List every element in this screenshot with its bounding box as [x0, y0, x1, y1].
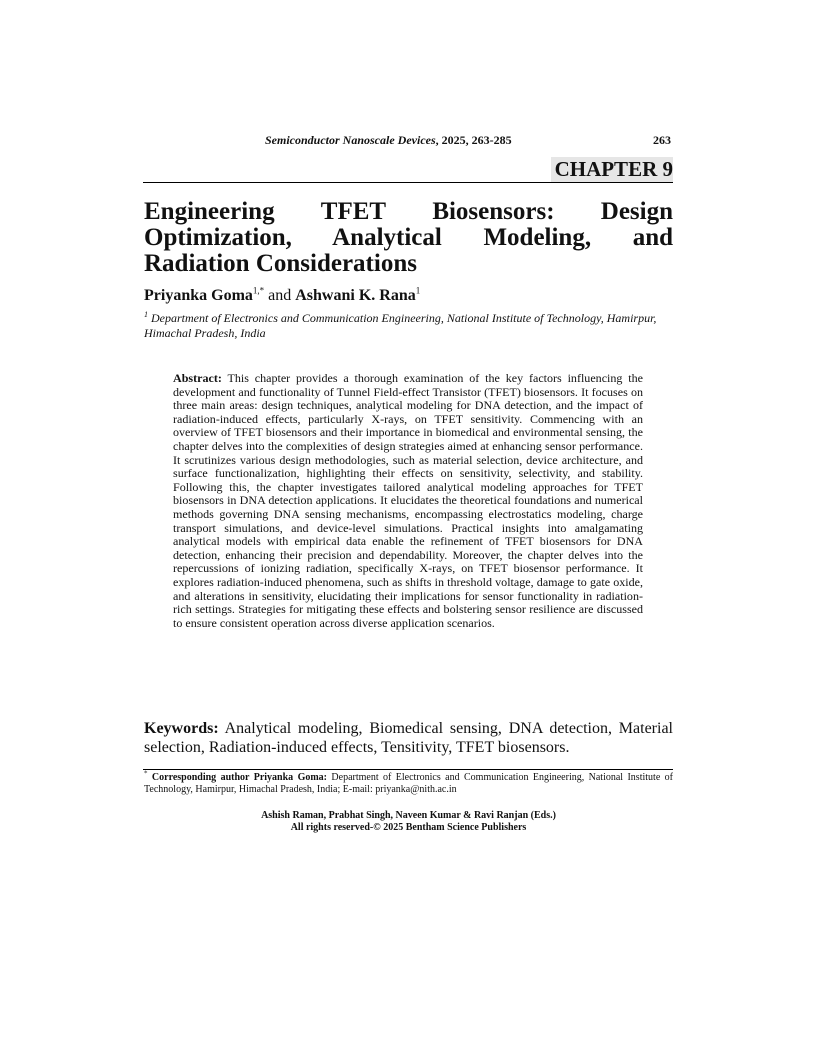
- author-name: Priyanka Goma: [144, 287, 253, 304]
- footnote-superscript: *: [144, 769, 148, 778]
- title-rest: Optimization, Analytical Modeling, and Radiation Considerations: [144, 224, 673, 277]
- copyright-line: All rights reserved-© 2025 Bentham Science Publishers: [290, 822, 527, 833]
- author-superscript: 1: [415, 285, 421, 296]
- page-number: 263: [653, 133, 671, 147]
- abstract: [173, 372, 643, 630]
- author-name: Ashwani K. Rana: [295, 287, 416, 304]
- footnote-text: Department of Electronics and Communication Engineering, National Institute of Technology, Hamirpur, Himachal Pradesh, India; E-mail: priyanka@nith.ac.in: [144, 772, 673, 795]
- running-header: [265, 133, 512, 148]
- footnote-divider: [143, 769, 673, 770]
- editors-line: Ashish Raman, Prabhat Singh, Naveen Kumar & Ravi Ranjan (Eds.): [261, 810, 556, 821]
- keywords: [144, 719, 673, 757]
- abstract-label: Abstract:: [173, 371, 222, 385]
- title-word: Design: [600, 198, 673, 225]
- chapter-label: CHAPTER 9: [551, 157, 673, 182]
- chapter-divider: [143, 182, 673, 183]
- keywords-label: Keywords:: [144, 720, 219, 737]
- title-word: TFET: [320, 198, 387, 225]
- footnote-label: Corresponding author Priyanka Goma:: [147, 772, 328, 783]
- keywords-text: Analytical modeling, Biomedical sensing, DNA detection, Material selection, Radiation-induced effects, Tensitivity, TFET biosensors.: [144, 720, 673, 756]
- editors-block: [144, 810, 673, 834]
- journal-citation: , 2025, 263-285: [435, 133, 512, 147]
- footnote: [144, 769, 673, 796]
- affiliation-text: Department of Electronics and Communication Engineering, National Institute of Technology, Hamirpur, Himachal Pradesh, India: [144, 311, 657, 340]
- author-line: [144, 287, 420, 305]
- affiliation: [144, 311, 673, 341]
- title-word: Biosensors:: [432, 198, 555, 225]
- author-conjunction: and: [264, 287, 296, 304]
- title-word: Engineering: [144, 198, 275, 225]
- abstract-text: This chapter provides a thorough examination of the key factors influencing the development and functionality of Tunnel Field-effect Transistor (TFET) biosensors. It focuses on three main areas: design techniques, analytical modeling for DNA detection, and the impact of radiation-induced effects, particularly X-rays, on TFET sensitivity. Commencing with an overview of TFET biosensors and their importance in biomedical and environmental sensing, the chapter delves into the complexities of design strategies aimed at enhancing sensor performance. It scrutinizes various design methodologies, such as material selection, device architecture, and surface functionalization, highlighting their effects on sensitivity, selectivity, and stability. Following this, the chapter investigates tailored analytical modeling approaches for TFET biosensors in DNA detection applications. It elucidates the theoretical foundations and numerical methods governing DNA sensing mechanisms, encompassing electrostatics modeling, charge transport simulations, and device-level simulations. Practical insights into amalgamating analytical models with empirical data enable the refinement of TFET biosensors for DNA detection, enhancing their precision and dependability. Moreover, the chapter delves into the repercussions of ionizing radiation, specifically X-rays, on TFET biosensor performance. It explores radiation-induced phenomena, such as shifts in threshold voltage, damage to gate oxide, and alterations in sensitivity, elucidating their implications for sensor functionality in radiation-rich settings. Strategies for mitigating these effects and bolstering sensor resilience are discussed to ensure consistent operation across diverse application scenarios.: [173, 371, 643, 630]
- chapter-title: [144, 199, 673, 277]
- title-first-line: [144, 199, 673, 225]
- affiliation-superscript: 1: [144, 310, 148, 319]
- journal-name: Semiconductor Nanoscale Devices: [265, 133, 436, 147]
- author-superscript: 1,*: [252, 285, 265, 296]
